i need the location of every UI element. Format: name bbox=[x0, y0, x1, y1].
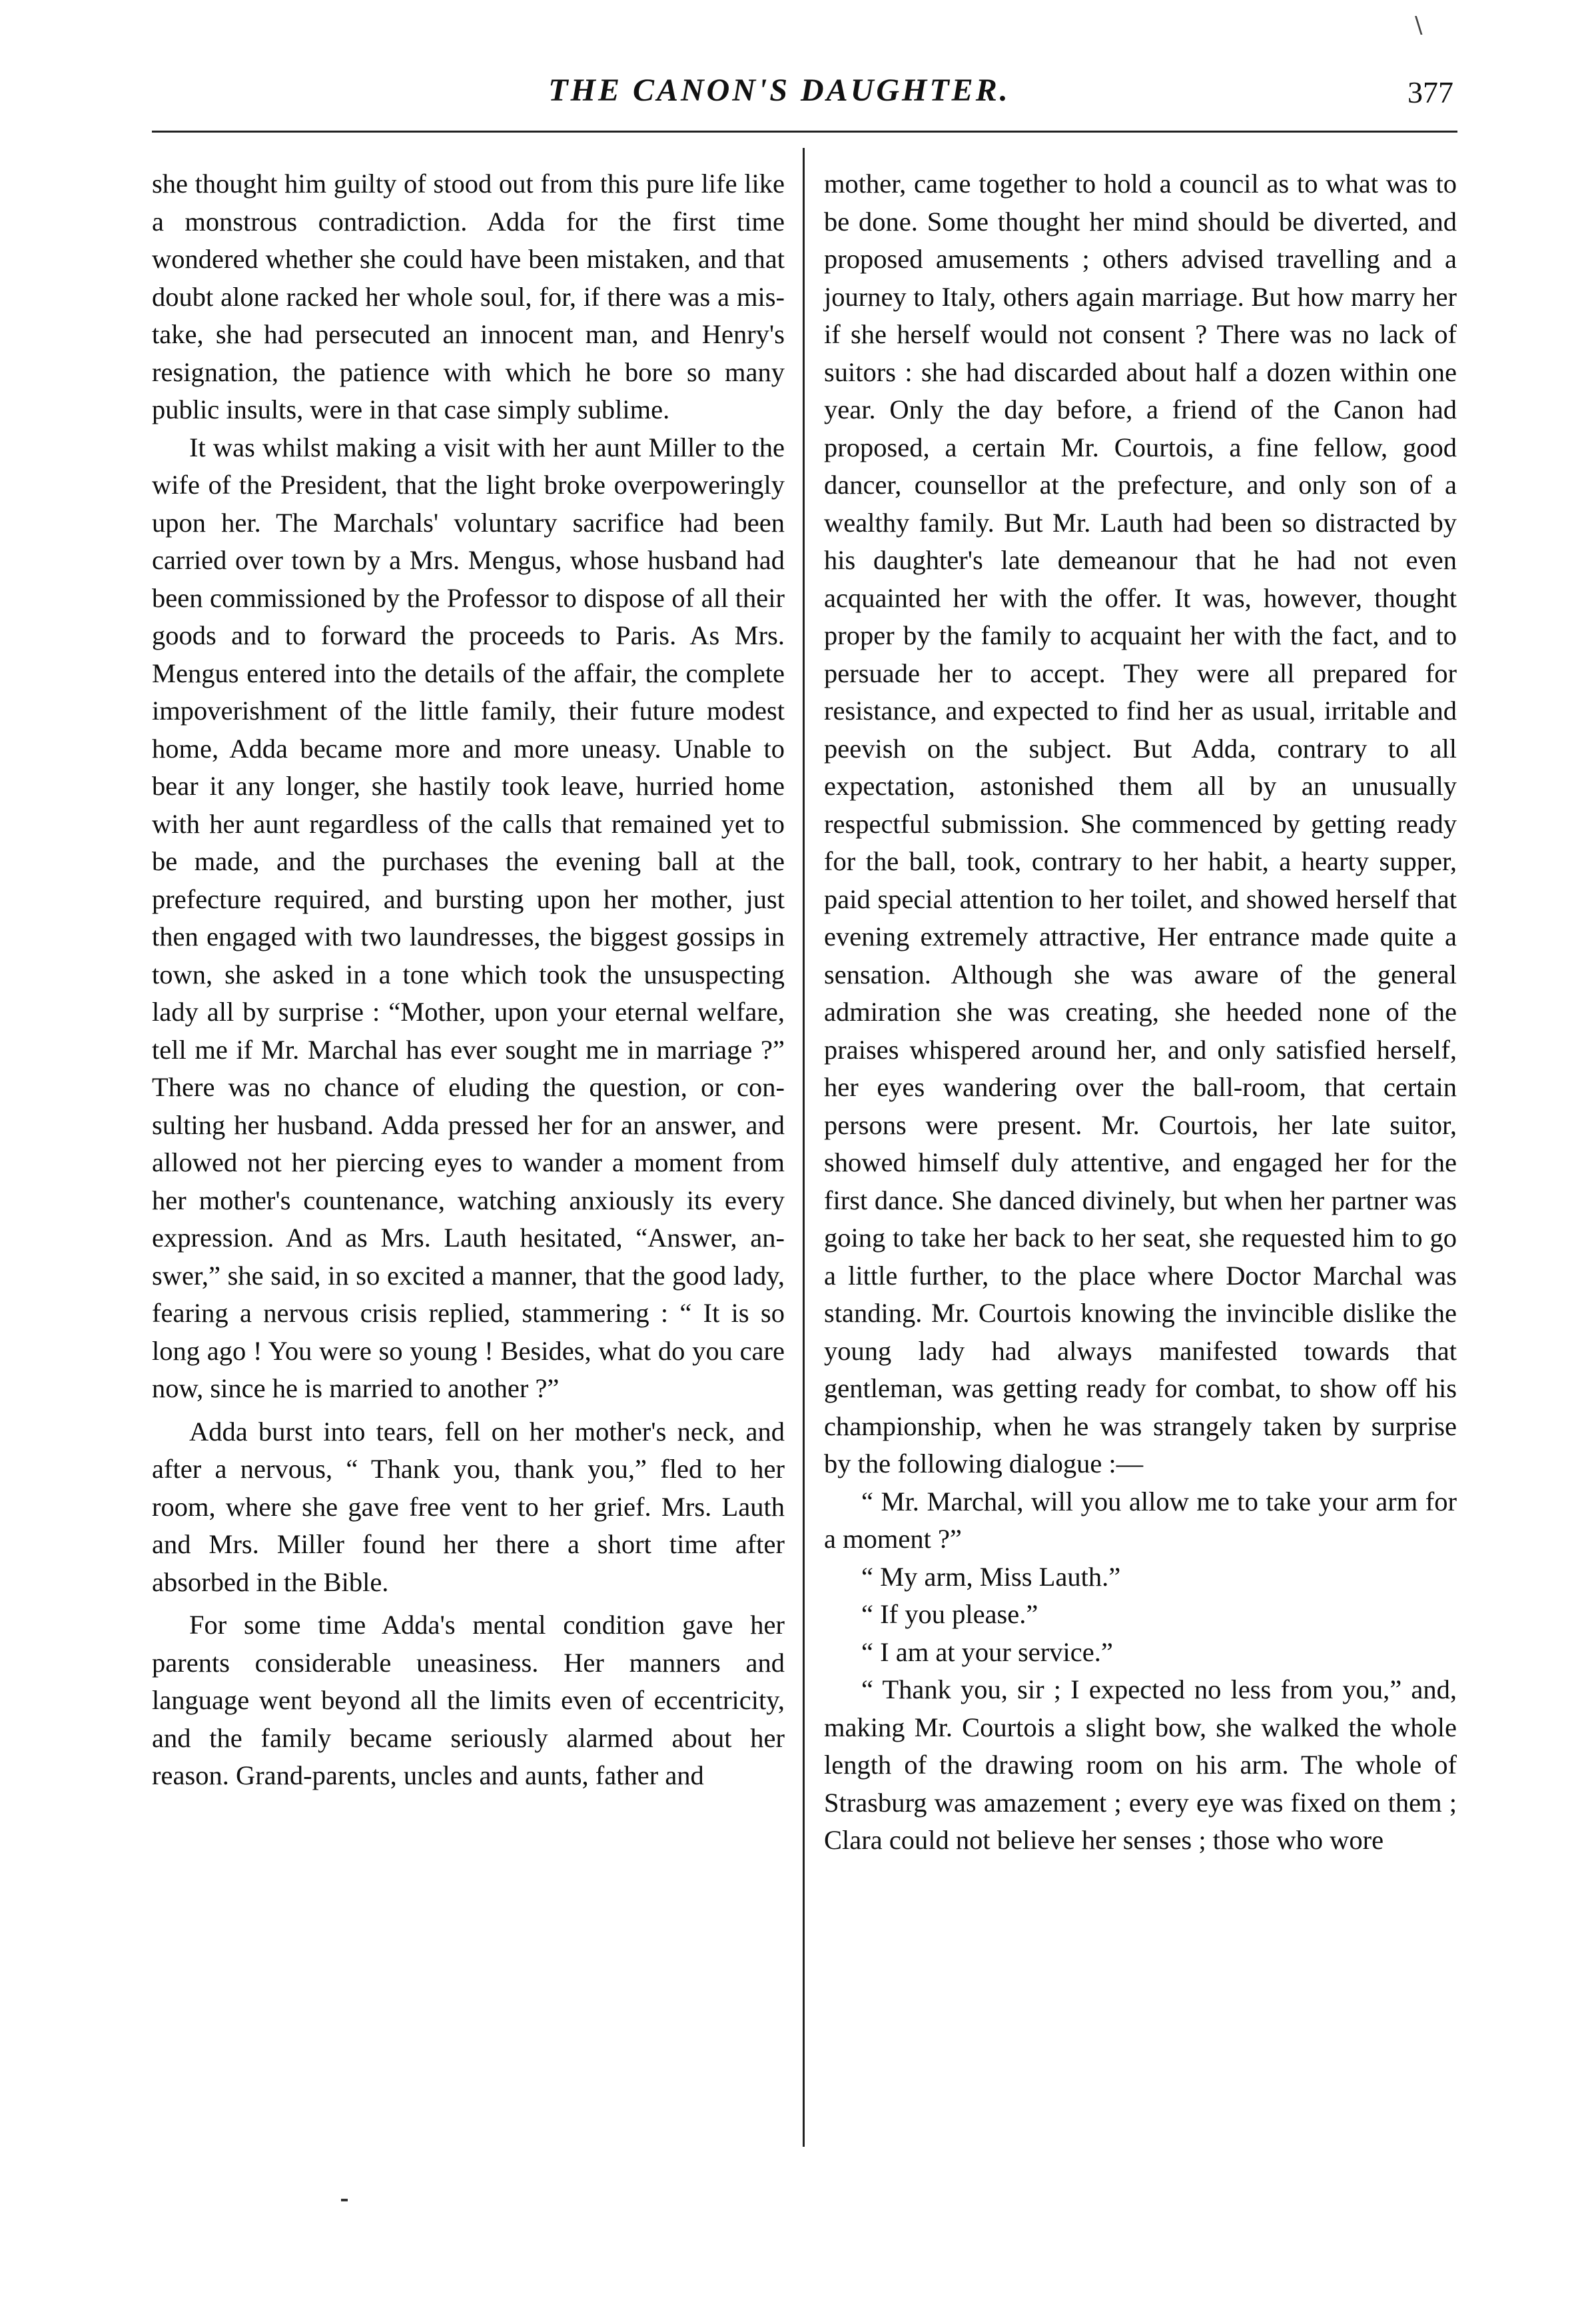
page-foot-mark bbox=[341, 2199, 348, 2201]
paragraph: she thought him guilty of stood out from this pure life like a monstrous contradiction. Adda for the first time wondered whether she could have been mistaken, and that doubt alone racked her whole soul, for, if there was a mistake, she had persecuted an innocent man, and Henry's resignation, the patience with which he bore so many public insults, were in that case simply sublime. bbox=[152, 169, 785, 424]
dialogue-line: “ My arm, Miss Lauth.” bbox=[861, 1561, 1121, 1592]
running-title: THE CANON'S DAUGHTER. bbox=[548, 73, 1010, 108]
dialogue-line: “ Mr. Marchal, will you allow me to take your arm for a moment ?” bbox=[824, 1486, 1457, 1554]
right-column bbox=[824, 165, 1457, 1860]
left-column bbox=[152, 165, 785, 1795]
dialogue-line: “ If you please.” bbox=[861, 1599, 1038, 1629]
column-divider bbox=[803, 148, 805, 2147]
paragraph: “ Thank you, sir ; I expected no less from you,” and, making Mr. Courtois a slight bow, she walked the whole length of the drawing room on his arm. The whole of Strasburg was amazement ; every eye was fixed on them ; Clara could not believe her senses ; those who wore bbox=[824, 1674, 1457, 1855]
paragraph: Adda burst into tears, fell on her mother's neck, and after a nervous, “ Thank you, thank you,” fled to her room, where she gave free vent to her grief. Mrs. Lauth and Mrs. Miller found her there a short time after absorbed in the Bible. bbox=[152, 1416, 785, 1597]
paragraph: mother, came together to hold a council as to what was to be done. Some thought her mind should be diverted, and proposed amusements ; others advised travelling and a journey to Italy, others again marriage. But how marry her if she herself would not consent ? There was no lack of suitors : she had discarded about half a dozen within one year. Only the day before, a friend of the Canon had proposed, a certain Mr. Courtois, a fine fellow, good dancer, counsellor at the prefecture, and only son of a wealthy family. But Mr. Lauth had been so distracted by his daughter's late demeanour that he had not even acquainted her with the offer. It was, however, thought proper by the family to acquaint her with the fact, and to persuade her to accept. They were all prepared for resistance, and expected to find her as usual, irritable and peevish on the subject. But Adda, contrary to all expectation, astonished them all by an unusually respectful submission. She commenced by getting ready for the ball, took, contrary to her habit, a hearty supper, paid special attention to her toilet, and showed herself that evening extremely attractive, Her entrance made quite a sensation. Although she was aware of the general admiration she was creating, she heeded none of the praises whispered around her, and only satisfied herself, her eyes wandering over the ball-room, that certain persons were present. Mr. Courtois, her late suitor, showed himself duly attentive, and engaged her for the first dance. She danced divinely, but when her partner was going to take her back to her seat, she requested him to go a little further, to the place where Doctor Marchal was standing. Mr. Courtois knowing the invincible dislike the young lady had always manifested towards that gentleman, was getting ready for combat, to show off his championship, when he was strangely taken by surprise by the following dialogue :— bbox=[824, 169, 1457, 1478]
paragraph: It was whilst making a visit with her aunt Miller to the wife of the President, that the light broke overpoweringly upon her. The Marchals' voluntary sacrifice had been carried over town by a Mrs. Mengus, whose husband had been commissioned by the Professor to dispose of all their goods and to forward the proceeds to Paris. As Mrs. Mengus entered into the details of the affair, the complete impoverishment of the little family, their future modest home, Adda became more and more uneasy. Unable to bear it any longer, she hastily took leave, hurried home with her aunt regardless of the calls that remained yet to be made, and the purchases the evening ball at the prefecture required, and bursting upon her mother, just then engaged with two laundresses, the biggest gossips in town, she asked in a tone which took the unsuspecting lady all by surprise : “Mother, upon your eternal welfare, tell me if Mr. Marchal has ever sought me in marriage ?” There was no chance of eluding the question, or consulting her husband. Adda pressed her for an answer, and allowed not her piercing eyes to wander a moment from her mother's countenance, watching anxiously its every expression. And as Mrs. Lauth hesitated, “Answer, answer,” she said, in so excited a manner, that the good lady, fearing a nervous crisis replied, stammering : “ It is so long ago ! You were so young ! Besides, what do you care now, since he is married to another ?” bbox=[152, 432, 785, 1403]
stray-mark: \ bbox=[1415, 12, 1423, 39]
header-rule bbox=[152, 131, 1457, 133]
page-number: 377 bbox=[1407, 75, 1453, 109]
dialogue-line: “ I am at your service.” bbox=[861, 1636, 1113, 1667]
paragraph: For some time Adda's mental condition gave her parents considerable uneasiness. Her manners and language went beyond all the limits even of eccentricity, and the family became seriously alarmed about her reason. Grand-parents, uncles and aunts, father and bbox=[152, 1610, 785, 1790]
